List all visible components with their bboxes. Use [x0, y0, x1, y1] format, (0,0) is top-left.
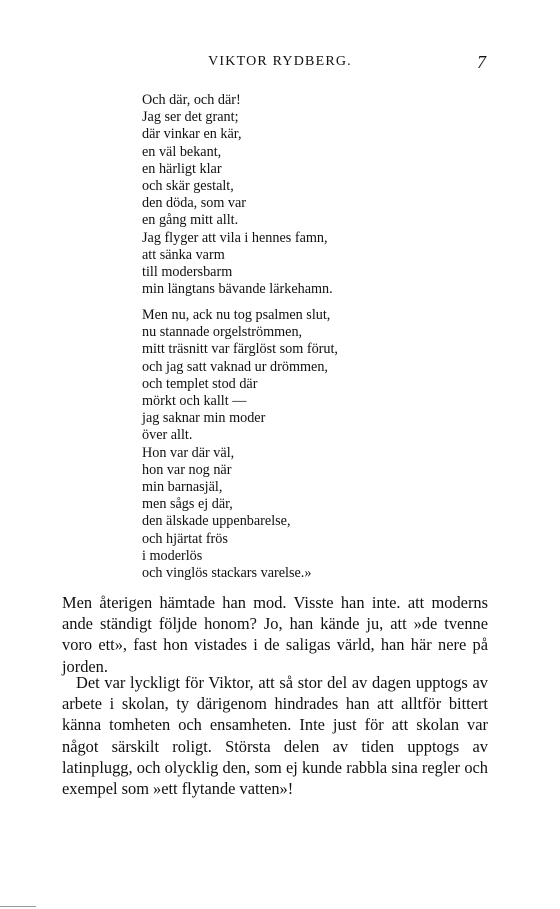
poem-line: Och där, och där!: [142, 92, 241, 108]
poem-line: men sågs ej där,: [142, 496, 233, 513]
page-header: [0, 54, 560, 78]
poem-line: Jag ser det grant;: [142, 109, 239, 126]
poem-line: i moderlös: [142, 547, 203, 564]
poem-line: till modersbarm: [142, 264, 233, 281]
page-edge-rule: [0, 906, 36, 907]
poem-line: en väl bekant,: [142, 143, 222, 160]
poem-line: en gång mitt allt.: [142, 212, 239, 229]
page-number: 7: [477, 52, 486, 72]
poem-line: min barnasjäl,: [142, 479, 223, 496]
poem-stanza-2: [142, 307, 338, 582]
poem-line: en härligt klar: [142, 160, 222, 177]
poem-line: hon var nog när: [142, 461, 232, 478]
poem-line: och hjärtat frös: [142, 530, 228, 547]
poem-line: och vinglös stackars varelse.»: [142, 565, 312, 582]
poem-line: och jag satt vaknad ur drömmen,: [142, 358, 328, 375]
prose-paragraph-2: Det var lyckligt för Viktor, att så stor del av dagen upptogs av arbete i skolan, ty därigenom hindrades han att alltför bittert känna tomheten och ensamheten. Inte just för att skolan var något särskilt roligt. Största delen av tiden upptogs av latinplugg, och olycklig den, som ej kunde rabbla sina regler och exempel som »ett flytande vatten»!: [62, 673, 488, 799]
poem-line: den döda, som var: [142, 195, 247, 212]
poem-line: mörkt och kallt —: [142, 393, 247, 410]
poem-line: jag saknar min moder: [142, 410, 266, 427]
prose-paragraph-1: Men återigen hämtade han mod. Visste han inte. att moderns ande ständigt följde honom? Jo, han kände ju, att »de tvenne voro ett», fast hon vistades i de saligas värld, han här nere på jorden.: [62, 593, 488, 676]
poem-line: och skär gestalt,: [142, 178, 234, 195]
poem-line: och templet stod där: [142, 375, 258, 392]
poem-stanza-1: [142, 92, 333, 298]
poem-line: att sänka varm: [142, 246, 225, 263]
poem-line: nu stannade orgelströmmen,: [142, 324, 303, 341]
poem-line: mitt träsnitt var färglöst som förut,: [142, 341, 338, 358]
poem-line: där vinkar en kär,: [142, 126, 242, 143]
poem-line: den älskade uppenbarelse,: [142, 513, 291, 530]
poem-line: Men nu, ack nu tog psalmen slut,: [142, 307, 331, 323]
poem-line: Jag flyger att vila i hennes famn,: [142, 229, 328, 246]
poem-line: Hon var där väl,: [142, 444, 235, 461]
poem-line: min längtans bävande lärkehamn.: [142, 281, 333, 298]
running-head: VIKTOR RYDBERG.: [208, 54, 352, 69]
poem-line: över allt.: [142, 427, 193, 444]
